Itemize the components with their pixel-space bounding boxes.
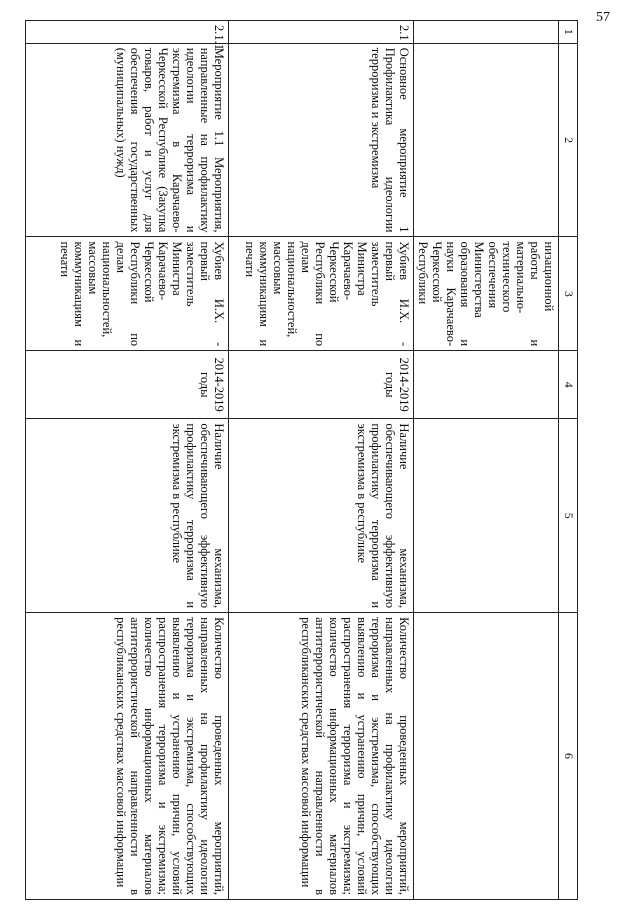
table-row bbox=[229, 21, 414, 900]
program-table bbox=[25, 20, 578, 900]
cell-title: Мероприятие 1.1 Мероприятия, направленные на профилактику идеологии терроризма и экстремизма в Карачаево-Черкесской Республике (Закупка товаров, работ и услуг для обеспечения государственных (муниципальных) нужд) bbox=[26, 43, 229, 237]
header-col-6: 6 bbox=[559, 613, 578, 900]
rotated-table-container bbox=[18, 20, 578, 900]
table-row-continuation bbox=[414, 21, 559, 900]
cell-responsible-continuation: низационной работы и материально-технического обеспечения Министерства образования и науки Карачаево-Черкесской Республики bbox=[414, 237, 559, 351]
cell-responsible: Хубиев И.Х. - первый заместитель Министра Карачаево-Черкесской Республики по делам национальностей, массовым коммуникациям и печати bbox=[229, 237, 414, 351]
cell-empty bbox=[414, 613, 559, 900]
cell-result: Наличие механизма, обеспечивающего эффективную профилактику терроризма и экстремизма в республике bbox=[26, 419, 229, 613]
cell-empty bbox=[414, 419, 559, 613]
cell-empty bbox=[414, 351, 559, 419]
cell-number: 2.1 bbox=[229, 21, 414, 44]
cell-years: 2014-2019 годы bbox=[26, 351, 229, 419]
cell-indicators: Количество проведенных мероприятий, направленных на профилактику идеологии терроризма и экстремизма, способствующих выявлению и устранению причин, условий распространения терроризма и экстремизма; количество информационных материалов антитеррористической направленности в республиканских средствах массовой информации bbox=[229, 613, 414, 900]
cell-result: Наличие механизма, обеспечивающего эффективную профилактику терроризма и экстремизма в республике bbox=[229, 419, 414, 613]
table-row bbox=[26, 21, 229, 900]
cell-indicators: Количество проведенных мероприятий, направленных на профилактику идеологии терроризма и экстремизма, способствующих выявлению и устранению причин, условий распространения терроризма и экстремизма; количество информационных материалов антитеррористической направленности в республиканских средствах массовой информации bbox=[26, 613, 229, 900]
header-col-2: 2 bbox=[559, 43, 578, 237]
header-col-4: 4 bbox=[559, 351, 578, 419]
cell-empty bbox=[414, 43, 559, 237]
header-row bbox=[559, 21, 578, 900]
cell-years: 2014-2019 годы bbox=[229, 351, 414, 419]
cell-empty bbox=[414, 21, 559, 44]
cell-number: 2.1.1 bbox=[26, 21, 229, 44]
page-number: 57 bbox=[596, 10, 610, 25]
header-col-5: 5 bbox=[559, 419, 578, 613]
header-col-1: 1 bbox=[559, 21, 578, 44]
cell-title: Основное мероприятие 1 Профилактика идеологии терроризма и экстремизма bbox=[229, 43, 414, 237]
cell-responsible: Хубиев И.Х. - первый заместитель Министра Карачаево-Черкесской Республики по делам национальностей, массовым коммуникациям и печати bbox=[26, 237, 229, 351]
header-col-3: 3 bbox=[559, 237, 578, 351]
